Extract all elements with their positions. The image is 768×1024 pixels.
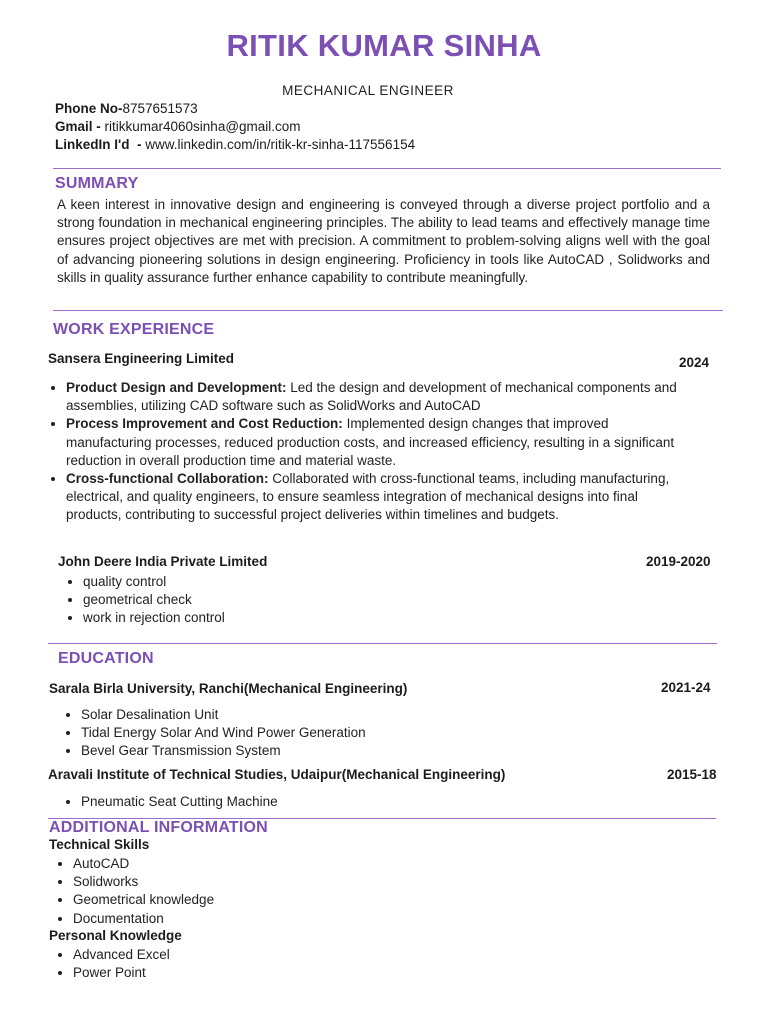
- company-name: John Deere India Private Limited: [58, 554, 268, 569]
- item-title: Cross-functional Collaboration:: [66, 471, 269, 487]
- personal-knowledge-heading: Personal Knowledge: [49, 928, 182, 943]
- list-item: [48, 470, 688, 525]
- summary-text: A keen interest in innovative design and engineering is conveyed through a diverse project portfolio and a strong foundation in mechanical engineering principles. The ability to lead teams and effectively manage time ensures project objectives are met with precision. A commitment to problem-solving aligns well with the goal of advancing pioneering solutions in design engineering. Proficiency in tools like AutoCAD , Solidworks and skills in quality assurance further enhance capability to contribute meaningfully.: [57, 197, 710, 285]
- item-title: Product Design and Development:: [66, 380, 287, 395]
- education-heading: EDUCATION: [58, 650, 154, 667]
- personal-knowledge-list: [55, 946, 455, 982]
- gmail-value: ritikkumar4060sinha@gmail.com: [104, 119, 301, 134]
- item-text: Collaborated with cross-functional teams, including manufacturing, electrical, and quality engineers, to ensure seamless integration of mechanical designs into final products, contributing to successful project deliveries within timelines and budgets.: [66, 471, 670, 523]
- list-item: Documentation: [55, 910, 455, 928]
- linkedin-label: LinkedIn I'd -: [55, 137, 146, 152]
- divider: [48, 643, 717, 644]
- company-name: Sansera Engineering Limited: [48, 351, 235, 366]
- job-date: 2024: [679, 355, 710, 370]
- job-duties: [65, 573, 465, 628]
- list-item: [48, 415, 688, 470]
- school-name: Aravali Institute of Technical Studies, Udaipur(Mechanical Engineering): [48, 767, 506, 782]
- linkedin-value: www.linkedin.com/in/ritik-kr-sinha-117556154: [145, 137, 416, 152]
- list-item: Advanced Excel: [55, 946, 455, 964]
- list-item: Power Point: [55, 964, 455, 982]
- technical-skills-heading: Technical Skills: [49, 837, 150, 852]
- phone-value: 8757651573: [122, 101, 198, 116]
- gmail-line: [55, 118, 301, 136]
- list-item: Pneumatic Seat Cutting Machine: [63, 793, 563, 811]
- school-name: Sarala Birla University, Ranchi(Mechanical Engineering): [49, 681, 408, 696]
- education-date: 2021-24: [661, 680, 711, 695]
- list-item: work in rejection control: [65, 609, 465, 627]
- phone-label: Phone No-: [55, 101, 123, 116]
- item-title: Process Improvement and Cost Reduction:: [66, 416, 343, 432]
- list-item: Tidal Energy Solar And Wind Power Generation: [63, 724, 563, 742]
- list-item: Solar Desalination Unit: [63, 706, 563, 724]
- job-title: MECHANICAL ENGINEER: [282, 83, 454, 98]
- resume-name: RITIK KUMAR SINHA: [226, 28, 542, 63]
- linkedin-line: [55, 136, 415, 154]
- list-item: Solidworks: [55, 873, 455, 891]
- divider: [53, 168, 721, 169]
- list-item: quality control: [65, 573, 465, 591]
- technical-skills-list: [55, 855, 455, 928]
- job-responsibilities: [48, 379, 688, 525]
- education-date: 2015-18: [667, 767, 717, 782]
- gmail-label: Gmail -: [55, 119, 105, 134]
- job-date: 2019-2020: [646, 554, 711, 569]
- list-item: Geometrical knowledge: [55, 891, 455, 909]
- summary-heading: SUMMARY: [55, 175, 139, 192]
- work-experience-heading: WORK EXPERIENCE: [53, 321, 215, 338]
- education-projects: [63, 793, 563, 811]
- item-text: Implemented design changes that improved manufacturing processes, reduced production costs, and increased efficiency, resulting in a significant reduction in overall production time and material waste.: [66, 416, 675, 468]
- phone-line: [55, 100, 198, 118]
- list-item: AutoCAD: [55, 855, 455, 873]
- item-text: Led the design and development of mechanical components and assemblies, utilizing CAD software such as SolidWorks and AutoCAD: [66, 380, 677, 414]
- divider: [53, 310, 723, 311]
- list-item: geometrical check: [65, 591, 465, 609]
- list-item: [48, 379, 688, 415]
- list-item: Bevel Gear Transmission System: [63, 742, 563, 760]
- additional-info-heading: ADDITIONAL INFORMATION: [49, 819, 268, 836]
- education-projects: [63, 706, 563, 761]
